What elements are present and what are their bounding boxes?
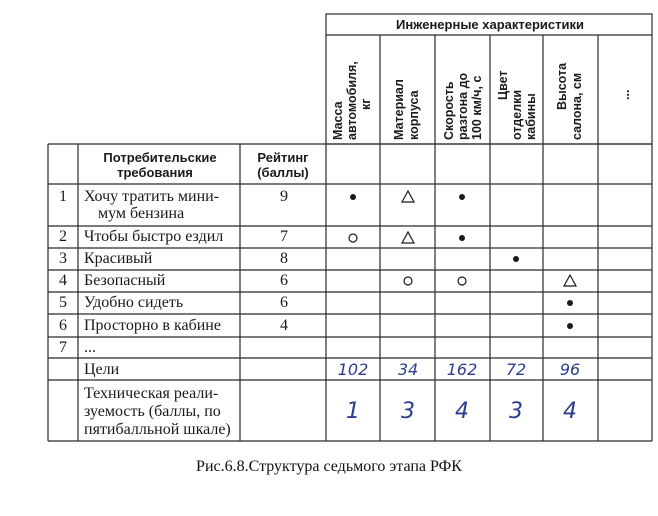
row-number: 1 <box>59 188 67 205</box>
column-header-3 <box>442 72 484 140</box>
row-number: 3 <box>59 250 67 267</box>
engineering-header-box <box>326 14 652 144</box>
row-number: 7 <box>59 339 67 356</box>
col3-line3: 100 км/ч, с <box>470 75 484 140</box>
row-number: 5 <box>59 294 67 311</box>
feasibility-label-line1: Техническая реали- <box>84 385 219 402</box>
strong-relation-dot-icon <box>567 300 573 306</box>
col2-line2: корпуса <box>407 90 421 140</box>
col6-line1: ... <box>618 89 632 100</box>
col1-line3: кг <box>359 98 373 110</box>
feasibility-value: 4 <box>455 399 469 424</box>
feasibility-value: 1 <box>346 399 360 424</box>
weak-relation-triangle-icon <box>564 275 576 286</box>
rating-header-line1: Рейтинг <box>257 150 309 165</box>
strong-relation-dot-icon <box>459 194 465 200</box>
strong-relation-dot-icon <box>350 194 356 200</box>
feasibility-value: 3 <box>401 399 415 424</box>
medium-relation-circle-icon <box>404 277 412 285</box>
strong-relation-dot-icon <box>567 323 573 329</box>
col2-line1: Материал <box>392 79 406 140</box>
row-number: 4 <box>59 272 67 289</box>
row-number: 2 <box>59 228 67 245</box>
col1-line1: Масса <box>331 101 345 140</box>
col4-line2: отделки <box>510 89 524 140</box>
row-rating: 7 <box>280 228 288 245</box>
row-requirement: Удобно сидеть <box>84 294 184 311</box>
row-rating: 8 <box>280 250 288 267</box>
relationship-markers <box>349 191 576 329</box>
strong-relation-dot-icon <box>513 256 519 262</box>
row-requirement: Безопасный <box>84 272 166 289</box>
col4-line3: кабины <box>524 93 538 140</box>
rating-header-line2: (баллы) <box>257 165 309 180</box>
medium-relation-circle-icon <box>349 234 357 242</box>
row-requirement: Красивый <box>84 250 153 267</box>
column-header-5 <box>555 62 584 140</box>
goal-value: 96 <box>559 360 581 379</box>
row-number: 6 <box>59 317 67 334</box>
column-header-1 <box>331 61 373 140</box>
goal-value: 102 <box>337 360 369 379</box>
consumer-req-header-line1: Потребительские <box>103 150 217 165</box>
weak-relation-triangle-icon <box>402 232 414 243</box>
row-requirement: Чтобы быстро ездил <box>84 228 224 245</box>
figure-caption: Рис.6.8.Структура седьмого этапа РФК <box>196 458 462 475</box>
row-requirement: ... <box>84 339 96 356</box>
col4-line1: Цвет <box>496 70 510 100</box>
row-requirement-line2: мум бензина <box>98 205 185 222</box>
medium-relation-circle-icon <box>458 277 466 285</box>
feasibility-value: 4 <box>563 399 577 424</box>
row-rating: 6 <box>280 272 288 289</box>
column-header-4 <box>496 70 538 140</box>
row-requirement: Просторно в кабине <box>84 317 221 334</box>
strong-relation-dot-icon <box>459 235 465 241</box>
weak-relation-triangle-icon <box>402 191 414 202</box>
row-requirement-line1: Хочу тратить мини- <box>84 188 220 205</box>
consumer-req-header-line2: требования <box>117 165 193 180</box>
feasibility-label-line3: пятибалльной шкале) <box>84 421 231 438</box>
col1-line2: автомобиля, <box>345 61 359 140</box>
row-rating: 6 <box>280 294 288 311</box>
col5-line2: салона, см <box>570 72 584 140</box>
column-header-6 <box>618 90 632 100</box>
row-rating: 4 <box>280 317 288 334</box>
row-rating: 9 <box>280 188 288 205</box>
goals-label: Цели <box>84 361 120 378</box>
col3-line2: разгона до <box>456 72 470 140</box>
goal-value: 162 <box>446 360 478 379</box>
goal-value: 72 <box>505 360 527 379</box>
engineering-title: Инженерные характеристики <box>395 17 585 32</box>
feasibility-value: 3 <box>509 399 523 424</box>
feasibility-label-line2: зуемость (баллы, по <box>84 403 221 420</box>
goal-value: 34 <box>397 360 419 379</box>
col3-line1: Скорость <box>442 81 456 140</box>
col5-line1: Высота <box>555 62 569 110</box>
column-header-2 <box>392 79 421 140</box>
